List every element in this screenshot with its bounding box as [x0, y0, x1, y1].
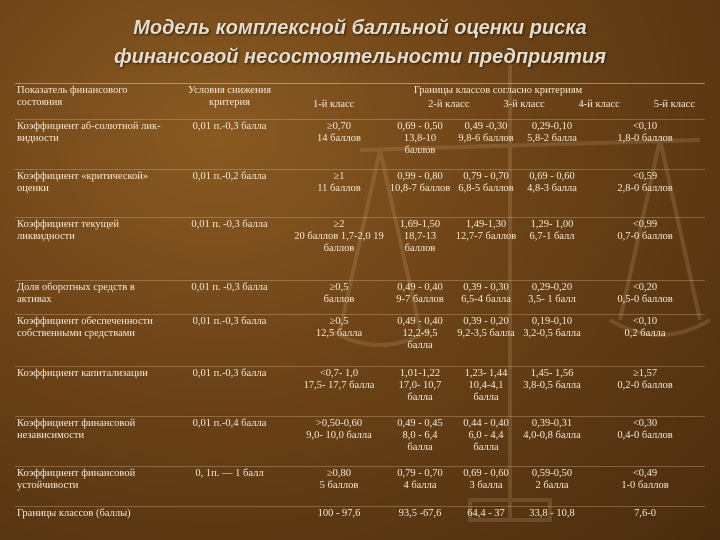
class-4-cell-value: 6,7-1 балл — [529, 231, 575, 243]
class-5-cell-value: 0,2 балла — [624, 327, 666, 339]
table-row — [15, 417, 705, 467]
indicator-name — [15, 467, 168, 507]
class-3-cell-value: 1,23- 1,44 — [464, 367, 508, 379]
class-4-cell-value: 0,29-0,20 — [531, 281, 573, 293]
header-bounds-label: Границы классов согласно критериям — [413, 85, 583, 96]
reduction-condition — [168, 467, 291, 507]
class-5-cell — [585, 314, 705, 366]
class-4-cell — [519, 314, 585, 366]
footer-class-4: 33,8 - 10,8 — [519, 507, 585, 523]
class-1-cell-value: баллов — [323, 293, 355, 305]
class-1-cell-value: ≥0,70 — [326, 121, 352, 133]
class-5-cell — [585, 280, 705, 314]
class-3-cell-value: 0,69 - 0,60 — [463, 468, 509, 480]
class-3-cell — [453, 366, 519, 416]
class-3-cell-value: 9,8-6 баллов — [458, 133, 514, 145]
page-title — [0, 14, 720, 72]
indicator-name — [15, 366, 168, 416]
header-class-bounds — [291, 84, 705, 120]
class-5-cell-value: 0,2-0 баллов — [617, 379, 673, 391]
class-1-cell-value: >0,50-0,60 — [315, 418, 363, 430]
class-5-cell-value: <0,30 — [632, 418, 658, 430]
class-1-cell-value: 9,0- 10,0 балла — [306, 430, 372, 442]
class-1-cell-value: ≥0,5 — [329, 281, 349, 293]
class-5-cell-value: <0,10 — [632, 121, 658, 133]
class-5-cell — [585, 467, 705, 507]
class-1-cell — [291, 120, 387, 170]
class-3-cell-value: 0,44 - 0,40 — [463, 418, 509, 430]
table-row — [15, 120, 705, 170]
class-2-cell-value: 9-7 баллов — [396, 293, 444, 305]
class-3-cell — [453, 218, 519, 280]
class-3-cell-value: 0,79 - 0,70 — [463, 171, 509, 183]
class-4-cell — [519, 417, 585, 467]
class-1-cell-value: ≥1 — [333, 171, 345, 183]
class-5-cell — [585, 120, 705, 170]
class-1-cell-value: ≥0,5 — [329, 315, 349, 327]
reduction-condition-value: 0,01 п.-0,2 балла — [192, 171, 267, 183]
reduction-condition — [168, 120, 291, 170]
class-5-cell — [585, 218, 705, 280]
reduction-condition — [168, 280, 291, 314]
table-row — [15, 314, 705, 366]
reduction-condition — [168, 314, 291, 366]
class-4-cell-value: 1,45- 1,56 — [530, 367, 574, 379]
reduction-condition-value: 0,01 п. -0,3 балла — [191, 219, 268, 231]
class-2-cell-value: 0,49 - 0,40 — [397, 281, 443, 293]
class-5-cell-value: 1,8-0 баллов — [617, 133, 673, 145]
class-4-cell — [519, 170, 585, 218]
class-3-cell-value: 10,4-4,1 балла — [468, 379, 504, 403]
class-3-cell-value: 6,5-4 балла — [461, 293, 511, 305]
indicator-name — [15, 417, 168, 467]
indicator-name — [15, 280, 168, 314]
table-row — [15, 280, 705, 314]
class-3-cell-value: 1,49-1,30 — [465, 219, 507, 231]
class-1-cell — [291, 467, 387, 507]
class-4-cell-value: 0,69 - 0,60 — [529, 171, 575, 183]
indicator-name-value: Коэффициент аб-солютной лик-видности — [17, 121, 161, 145]
class-2-cell — [387, 467, 453, 507]
header-condition: Условия снижения критерия — [168, 84, 291, 120]
reduction-condition — [168, 366, 291, 416]
class-5-cell-value: 1-0 баллов — [621, 480, 669, 492]
class-2-cell-value: 13,8-10 баллов — [403, 133, 437, 157]
indicator-name — [15, 218, 168, 280]
class-1-cell-value: 11 баллов — [317, 183, 361, 195]
class-3-cell-value: 9,2-3,5 балла — [457, 327, 515, 339]
class-5-cell-value: 0,4-0 баллов — [617, 430, 673, 442]
indicator-name-value: Доля оборотных средств в активах — [17, 281, 135, 305]
class-5-cell-value: 0,7-0 баллов — [617, 231, 673, 243]
class-4-cell-value: 3,2-0,5 балла — [523, 327, 581, 339]
class-2-cell-value: 1,69-1,50 — [399, 219, 441, 231]
footer-class-5: 7,6-0 — [585, 507, 705, 523]
class-5-cell-value: ≥1,57 — [632, 367, 658, 379]
class-4-cell — [519, 280, 585, 314]
header-class-1: 1-й класс — [313, 99, 355, 110]
class-4-cell-value: 4,8-3 балла — [527, 183, 577, 195]
class-1-cell-value: 12,5 балла — [315, 327, 363, 339]
class-4-cell-value: 4,0-0,8 балла — [523, 430, 581, 442]
indicator-name-value: Коэффициент обеспеченности собственными средствами — [17, 315, 153, 339]
class-3-cell-value: 3 балла — [469, 480, 503, 492]
class-4-cell-value: 0,39-0,31 — [531, 418, 573, 430]
class-2-cell-value: 0,49 - 0,45 — [397, 418, 443, 430]
class-2-cell — [387, 417, 453, 467]
class-5-cell-value: <0,10 — [632, 315, 658, 327]
class-3-cell — [453, 170, 519, 218]
table-row — [15, 467, 705, 507]
footer-row — [15, 507, 705, 523]
indicator-name-value: Коэффициент текущей ликвидности — [17, 219, 120, 243]
class-1-cell-value: ≥0,80 — [326, 468, 352, 480]
class-5-cell-value: <0,49 — [632, 468, 658, 480]
class-2-cell-value: 0,49 - 0,40 — [397, 315, 443, 327]
class-4-cell-value: 0,59-0,50 — [531, 468, 573, 480]
footer-class-2: 93,5 -67,6 — [387, 507, 453, 523]
class-4-cell-value: 1,29- 1,00 — [530, 219, 574, 231]
class-4-cell-value: 3,8-0,5 балла — [523, 379, 581, 391]
reduction-condition-value: 0,01 п.-0,3 балла — [192, 367, 267, 379]
class-4-cell-value: 0,29-0,10 — [531, 121, 573, 133]
class-2-cell — [387, 120, 453, 170]
class-3-cell-value: 0,49 -0,30 — [464, 121, 508, 133]
class-5-cell — [585, 170, 705, 218]
class-5-cell-value: 0,5-0 баллов — [617, 293, 673, 305]
reduction-condition — [168, 170, 291, 218]
indicator-name — [15, 314, 168, 366]
class-3-cell — [453, 417, 519, 467]
class-2-cell-value: 0,99 - 0,80 — [397, 171, 443, 183]
reduction-condition — [168, 218, 291, 280]
class-3-cell-value: 12,7-7 баллов — [455, 231, 517, 243]
class-2-cell-value: 1,01-1,22 — [399, 367, 441, 379]
class-2-cell-value: 8,0 - 6,4 балла — [402, 430, 438, 454]
class-4-cell-value: 3,5- 1 балл — [528, 293, 576, 305]
class-2-cell-value: 18,7-13 баллов — [403, 231, 437, 255]
indicator-name-value: Коэффициент «критической» оценки — [17, 171, 149, 195]
class-2-cell-value: 17,0- 10,7 балла — [398, 379, 442, 403]
class-1-cell — [291, 218, 387, 280]
class-1-cell — [291, 280, 387, 314]
class-2-cell-value: 0,79 - 0,70 — [397, 468, 443, 480]
class-4-cell — [519, 467, 585, 507]
class-1-cell-value: <0,7- 1,0 — [319, 367, 359, 379]
class-5-cell-value: <0,59 — [632, 171, 658, 183]
class-2-cell-value: 12,2-9,5 балла — [402, 327, 438, 351]
indicator-name — [15, 120, 168, 170]
class-5-cell-value: 2,8-0 баллов — [617, 183, 673, 195]
class-2-cell — [387, 218, 453, 280]
reduction-condition-value: 0,01 п. -0,3 балла — [191, 281, 268, 293]
indicator-name-value: Коэффициент финансовой устойчивости — [17, 468, 136, 492]
header-class-3: 3-й класс — [503, 99, 545, 110]
class-2-cell — [387, 366, 453, 416]
reduction-condition-value: 0,01 п.-0,3 балла — [192, 315, 267, 327]
class-4-cell-value: 0,19-0,10 — [531, 315, 573, 327]
risk-assessment-table — [15, 83, 705, 523]
table-row — [15, 170, 705, 218]
class-5-cell — [585, 417, 705, 467]
class-5-cell-value: <0,20 — [632, 281, 658, 293]
class-1-cell — [291, 366, 387, 416]
class-3-cell-value: 0,39 - 0,20 — [463, 315, 509, 327]
indicator-name-value: Коэффициент капитализации — [17, 367, 148, 379]
class-3-cell — [453, 314, 519, 366]
class-1-cell — [291, 417, 387, 467]
reduction-condition-value: 0, 1п. — 1 балл — [195, 468, 264, 480]
class-4-cell — [519, 366, 585, 416]
header-class-5: 5-й класс — [653, 99, 696, 110]
class-5-cell — [585, 366, 705, 416]
class-4-cell — [519, 218, 585, 280]
class-5-cell-value: <0,99 — [632, 219, 658, 231]
title-line-2: финансовой несостоятельности предприятия — [113, 46, 607, 68]
indicator-name-value: Коэффициент финансовой независимости — [17, 418, 136, 442]
footer-label: Границы классов (баллы) — [15, 507, 168, 523]
class-1-cell-value: ≥2 — [333, 219, 345, 231]
indicator-name — [15, 170, 168, 218]
class-1-cell — [291, 314, 387, 366]
class-3-cell-value: 6,8-5 баллов — [458, 183, 514, 195]
table-row — [15, 366, 705, 416]
class-2-cell — [387, 280, 453, 314]
table-row — [15, 218, 705, 280]
footer-class-3: 64,4 - 37 — [453, 507, 519, 523]
header-class-2: 2-й класс — [428, 99, 470, 110]
class-3-cell — [453, 467, 519, 507]
class-3-cell — [453, 280, 519, 314]
class-1-cell-value: 17,5- 17,7 балла — [303, 379, 375, 391]
header-indicator: Показатель финансового состояния — [15, 84, 168, 120]
class-1-cell-value: 14 баллов — [317, 133, 361, 145]
class-3-cell-value: 6,0 - 4,4 балла — [468, 430, 504, 454]
class-4-cell — [519, 120, 585, 170]
reduction-condition-value: 0,01 п.-0,4 балла — [192, 418, 267, 430]
class-3-cell-value: 0,39 - 0,30 — [463, 281, 509, 293]
class-2-cell-value: 10,8-7 баллов — [389, 183, 451, 195]
header-row — [15, 84, 705, 120]
header-class-4: 4-й класс — [578, 99, 620, 110]
class-1-cell — [291, 170, 387, 218]
class-2-cell-value: 4 балла — [403, 480, 437, 492]
class-1-cell-value: 5 баллов — [319, 480, 359, 492]
class-3-cell — [453, 120, 519, 170]
class-4-cell-value: 5,8-2 балла — [527, 133, 577, 145]
class-2-cell-value: 0,69 - 0,50 — [397, 121, 443, 133]
reduction-condition-value: 0,01 п.-0,3 балла — [192, 121, 267, 133]
title-line-1: Модель комплексной балльной оценки риска — [133, 17, 587, 39]
reduction-condition — [168, 417, 291, 467]
class-2-cell — [387, 170, 453, 218]
class-1-cell-value: 20 баллов 1,7-2,0 19 баллов — [294, 231, 384, 255]
class-4-cell-value: 2 балла — [535, 480, 569, 492]
class-2-cell — [387, 314, 453, 366]
footer-class-1: 100 - 97,6 — [291, 507, 387, 523]
